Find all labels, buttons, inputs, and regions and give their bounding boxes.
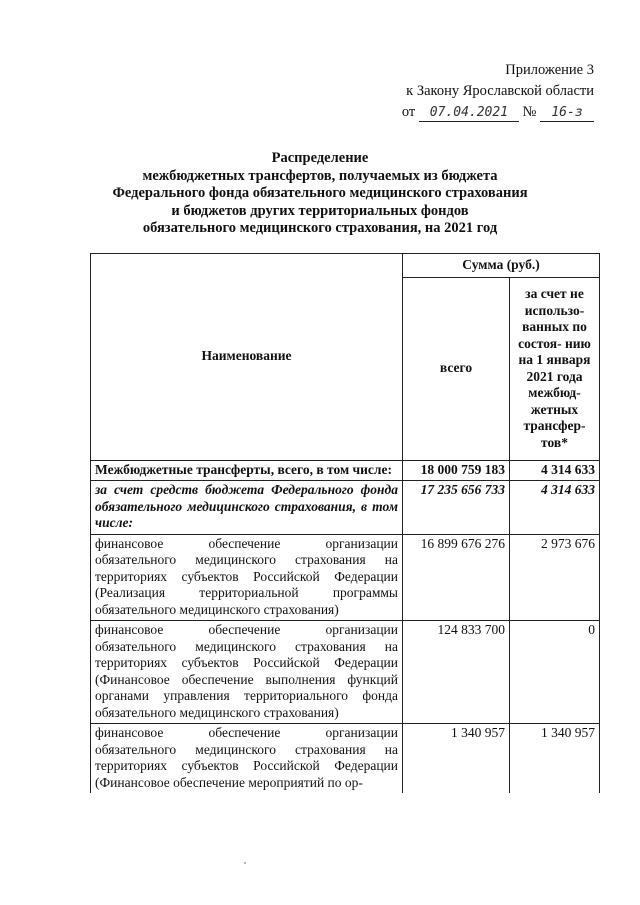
from-label: от	[401, 104, 416, 120]
table-body	[91, 460, 600, 793]
header-sum-group: Сумма (руб.)	[403, 254, 600, 278]
table-row	[91, 460, 600, 481]
scan-artifact	[244, 862, 246, 864]
transfers-table	[90, 253, 600, 793]
row-unused: 0	[510, 621, 600, 724]
appendix-title: Приложение 3	[505, 62, 594, 78]
row-name: Межбюджетные трансферты, всего, в том числе:	[91, 460, 403, 481]
header-total: всего	[403, 277, 510, 460]
header-unused: за счет не использо- ванных по состоя- нию на 1 января 2021 года межбюд- жетных трансфер- тов*	[510, 277, 600, 460]
handwritten-date: 07.04.2021	[419, 105, 519, 122]
title-line: и бюджетов других территориальных фондов	[171, 202, 469, 219]
header-name: Наименование	[91, 254, 403, 461]
title-line: Распределение	[271, 150, 369, 166]
title-line: обязательного медицинского страхования, на 2021 год	[142, 220, 498, 236]
document-title	[60, 150, 580, 238]
row-name: финансовое обеспечение организации обязательного медицинского страхования на территориях субъектов Российской Федерации (Реализация территориальной программы обязательного медицинского страхования)	[91, 534, 403, 621]
table-row	[91, 621, 600, 724]
table-row	[91, 481, 600, 535]
row-total: 124 833 700	[403, 621, 510, 724]
appendix-block	[402, 60, 594, 123]
table-row	[91, 724, 600, 794]
table-row	[91, 534, 600, 621]
row-name: за счет средств бюджета Федерального фонда обязательного медицинского страхования, в том числе:	[91, 481, 403, 535]
row-unused: 4 314 633	[510, 460, 600, 481]
row-name: финансовое обеспечение организации обязательного медицинского страхования на территориях субъектов Российской Федерации (Финансовое обеспечение выполнения функций органами управления территориального фонда обязательного медицинского страхования)	[91, 621, 403, 724]
row-unused: 2 973 676	[510, 534, 600, 621]
row-total: 1 340 957	[403, 724, 510, 794]
row-unused: 4 314 633	[510, 481, 600, 535]
title-line: Федерального фонда обязательного медицинского страхования	[112, 185, 528, 201]
title-line: межбюджетных трансфертов, получаемых из бюджета	[142, 167, 498, 184]
row-total: 18 000 759 183	[403, 460, 510, 481]
handwritten-number: 16-з	[540, 105, 594, 122]
header-row	[91, 254, 600, 278]
row-name: финансовое обеспечение организации обязательного медицинского страхования на территориях субъектов Российской Федерации (Финансовое обеспечение мероприятий по ор-	[91, 724, 403, 794]
appendix-law: к Закону Ярославской области	[406, 83, 594, 99]
row-total: 17 235 656 733	[403, 481, 510, 535]
row-unused: 1 340 957	[510, 724, 600, 794]
appendix-date-line	[402, 102, 594, 123]
number-label: №	[522, 104, 537, 120]
row-total: 16 899 676 276	[403, 534, 510, 621]
